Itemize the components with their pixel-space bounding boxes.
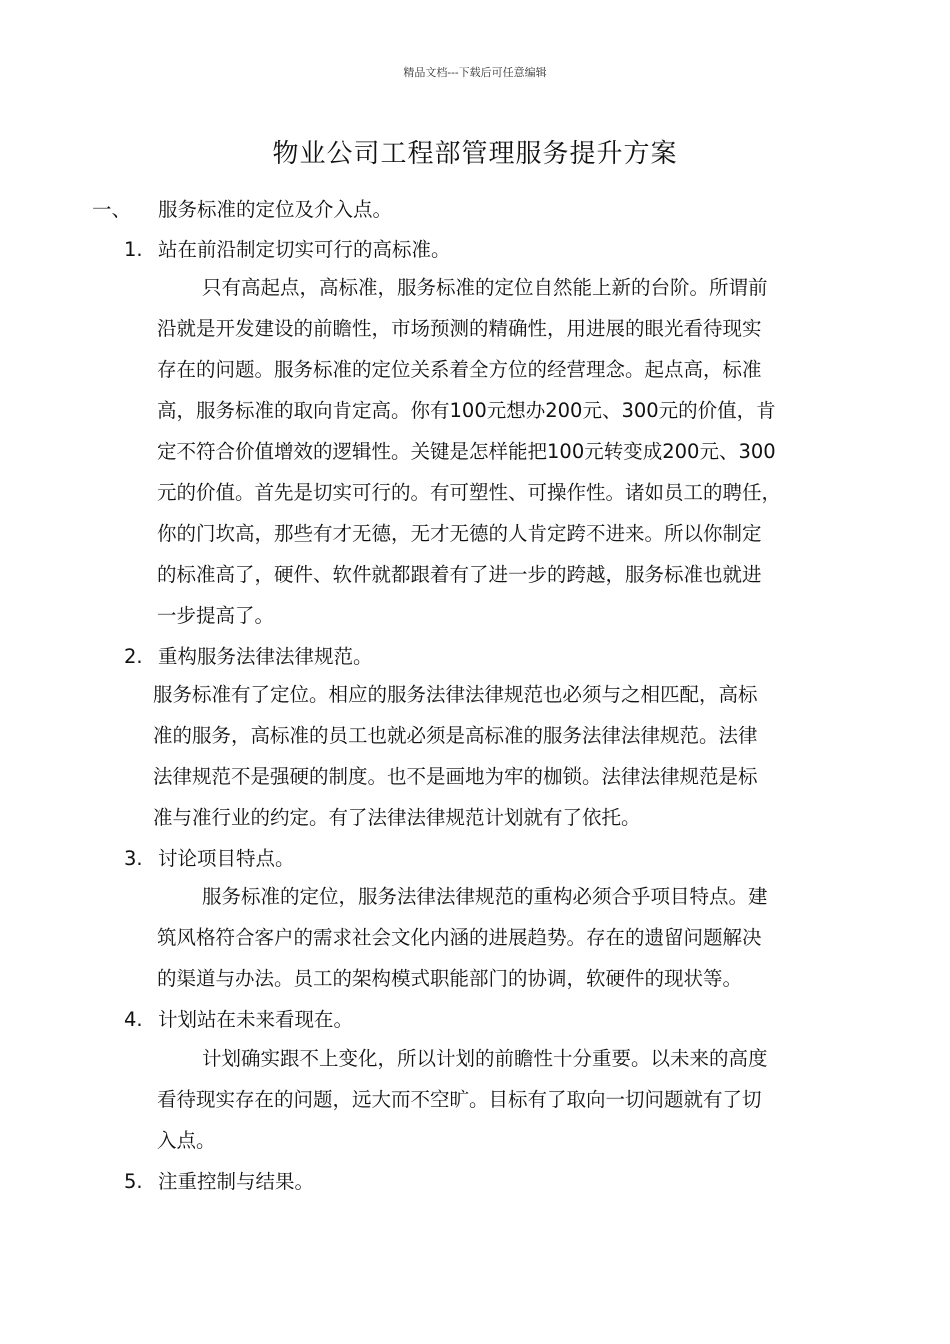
paragraph-line: 准与准行业的约定。有了法律法律规范计划就有了依托。 [153,806,641,829]
page-header: 精品文档---下载后可任意编辑 [403,66,547,79]
item-number: 3. [124,847,143,870]
document-title: 物业公司工程部管理服务提升方案 [272,139,678,169]
item-number: 2. [124,645,143,668]
paragraph-line: 服务标准有了定位。相应的服务法律法律规范也必须与之相匹配，高标 [153,683,758,706]
paragraph-line: 高，服务标准的取向肯定高。你有100元想办200元、300元的价值，肯 [157,399,776,422]
item-heading: 注重控制与结果。 [158,1170,315,1193]
item-heading: 讨论项目特点。 [158,847,295,870]
section-heading: 服务标准的定位及介入点。 [158,198,393,221]
paragraph-line: 定不符合价值增效的逻辑性。关键是怎样能把100元转变成200元、300 [157,440,776,463]
paragraph-line: 看待现实存在的问题，远大而不空旷。目标有了取向一切问题就有了切 [157,1088,762,1111]
item-heading: 站在前沿制定切实可行的高标准。 [158,238,451,261]
paragraph-line: 服务标准的定位，服务法律法律规范的重构必须合乎项目特点。建 [202,885,768,908]
paragraph-line: 存在的问题。服务标准的定位关系着全方位的经营理念。起点高，标准 [157,358,762,381]
item-number: 1. [124,238,143,261]
paragraph-line: 的渠道与办法。员工的架构模式职能部门的协调，软硬件的现状等。 [157,967,743,990]
paragraph-line: 法律规范不是强硬的制度。也不是画地为牢的枷锁。法律法律规范是标 [153,765,758,788]
item-number: 4. [124,1008,143,1031]
item-heading: 重构服务法律法律规范。 [158,645,373,668]
paragraph-line: 筑风格符合客户的需求社会文化内涵的进展趋势。存在的遗留问题解决 [157,926,762,949]
paragraph-line: 沿就是开发建设的前瞻性，市场预测的精确性，用进展的眼光看待现实 [157,317,762,340]
item-number: 5. [124,1170,143,1193]
item-heading: 计划站在未来看现在。 [158,1008,354,1031]
paragraph-line: 一步提高了。 [157,604,275,627]
section-number: 一、 [92,198,132,221]
paragraph-line: 只有高起点，高标准，服务标准的定位自然能上新的台阶。所谓前 [202,276,768,299]
paragraph-line: 准的服务，高标准的员工也就必须是高标准的服务法律法律规范。法律 [153,724,758,747]
paragraph-line: 你的门坎高，那些有才无德，无才无德的人肯定跨不进来。所以你制定 [157,522,762,545]
paragraph-line: 入点。 [157,1129,216,1152]
paragraph-line: 计划确实跟不上变化，所以计划的前瞻性十分重要。以未来的高度 [202,1047,768,1070]
paragraph-line: 元的价值。首先是切实可行的。有可塑性、可操作性。诸如员工的聘任， [157,481,782,504]
paragraph-line: 的标准高了，硬件、软件就都跟着有了进一步的跨越，服务标准也就进 [157,563,762,586]
